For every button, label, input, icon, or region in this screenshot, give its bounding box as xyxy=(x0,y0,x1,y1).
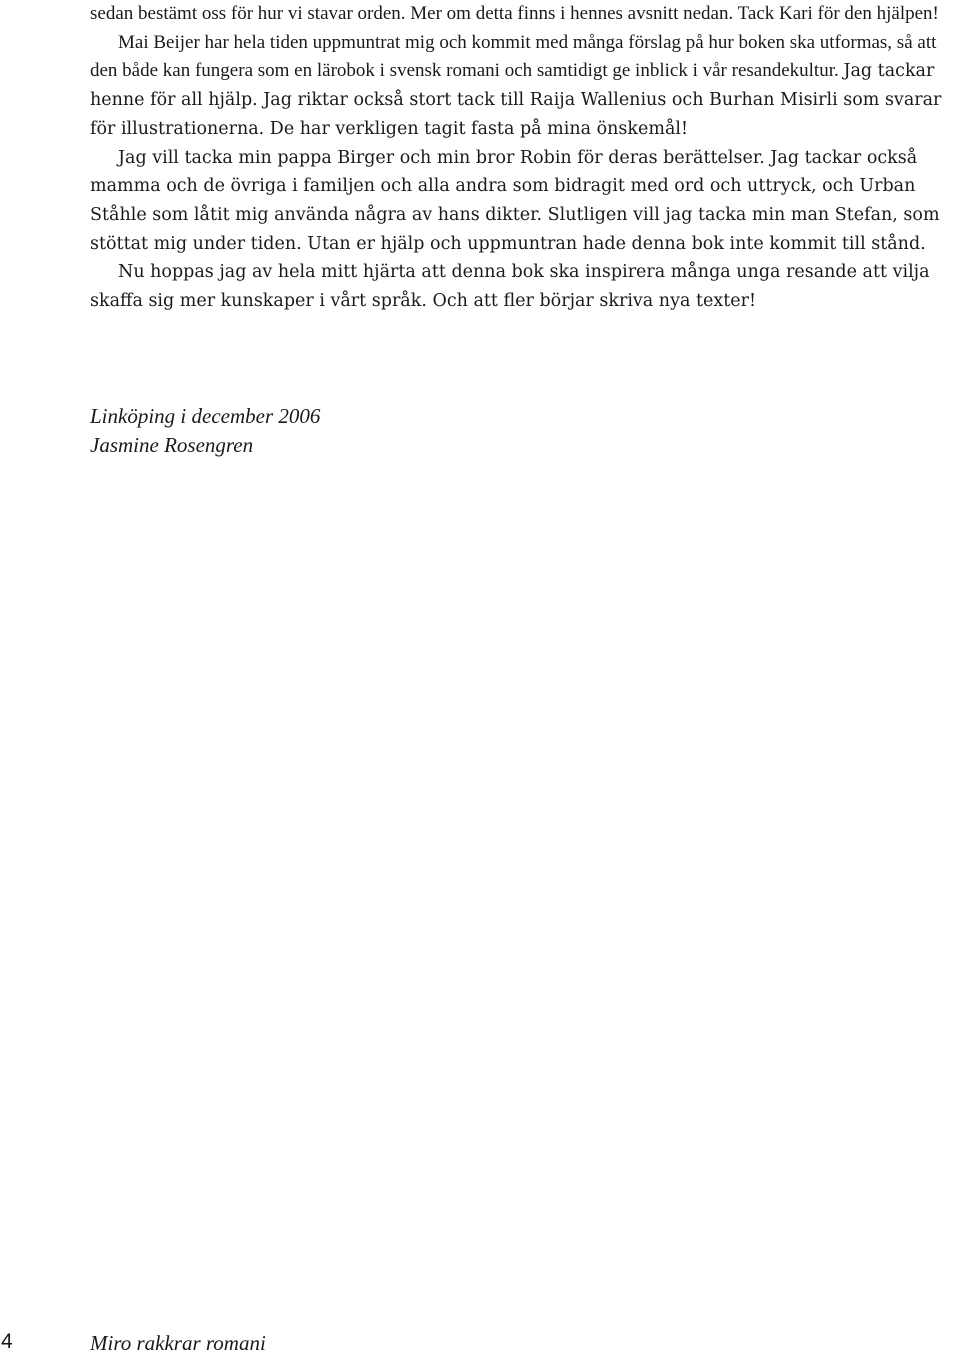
paragraph-2-text-b: Jag tackar henne för all hjälp. Jag riktar också stort tack till Raija Wallenius och Burhan Misirli som svarar för illustrationerna. De har verkligen tagit fasta på mina önskemål! xyxy=(90,61,942,139)
paragraph-2 xyxy=(90,29,956,144)
page-number: 4 xyxy=(1,1330,13,1353)
body-text xyxy=(90,0,956,316)
paragraph-1-text: sedan bestämt oss för hur vi stavar orden. Mer om detta finns i hennes avsnitt nedan. Tack Kari för den hjälpen! xyxy=(90,3,939,24)
paragraph-3-text: Jag vill tacka min pappa Birger och min bror Robin för deras berättelser. Jag tackar också mamma och de övriga i familjen och alla andra som bidragit med ord och uttryck, och Urban Ståhle som låtit mig använda några av hans dikter. Slutligen vill jag tacka min man Stefan, som stöttat mig under tiden. Utan er hjälp och uppmuntran hade denna bok inte kommit till stånd. xyxy=(90,147,940,254)
signature-block xyxy=(90,402,320,460)
paragraph-3 xyxy=(90,144,956,259)
paragraph-1 xyxy=(90,0,956,29)
running-footer-title: Miro rakkrar romani xyxy=(90,1331,266,1355)
signature-author: Jasmine Rosengren xyxy=(90,433,254,457)
paragraph-4 xyxy=(90,258,956,315)
paragraph-4-text: Nu hoppas jag av hela mitt hjärta att denna bok ska inspirera många unga resande att vilja skaffa sig mer kunskaper i vårt språk. Och att fler börjar skriva nya texter! xyxy=(90,262,930,312)
signature-place-date: Linköping i december 2006 xyxy=(90,404,321,428)
paragraph-2-text-a: Mai Beijer har hela tiden uppmuntrat mig och kommit med många förslag på hur boken ska utformas, så att den både kan fungera som en lärobok i svensk romani och samtidigt ge inblick i vår resandekultur. xyxy=(90,31,937,82)
